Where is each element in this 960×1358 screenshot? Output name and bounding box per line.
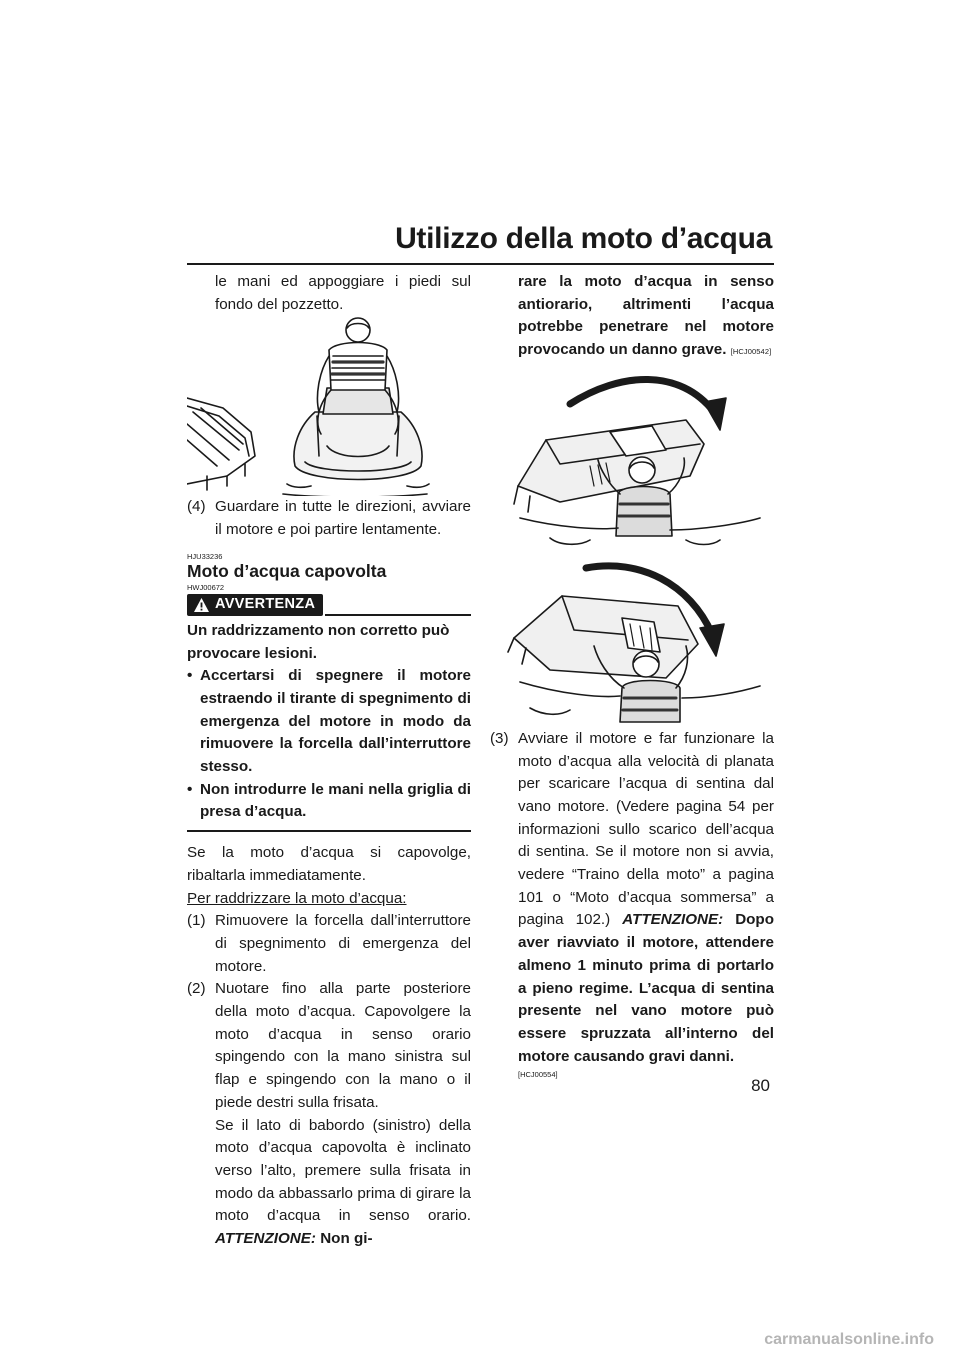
step-4-number: (4) [187,498,206,516]
warning-triangle-icon [193,597,210,613]
title-rule [187,263,774,265]
step-1-number: (1) [187,912,206,930]
step-3-code: [HCJ00554] [518,1070,558,1080]
step-3 [490,728,774,1081]
warning-label-text: AVVERTENZA [215,596,316,613]
step-3-attention: Dopo aver riavviato il motore, attendere almeno 1 minuto prima di portarlo a pieno regime. L’acqua di sentina presente nel vano motore può essere spruzzata all’interno del motore causando gravi danni. [518,911,774,1065]
left-column [187,271,471,1251]
step-2-number: (2) [187,980,206,998]
righting-illustration-bottom [490,548,774,728]
step-2-attention-label: ATTENZIONE: [215,1230,316,1248]
step-2-attention-start: Non gi- [320,1230,373,1248]
attention-continuation: rare la moto d’acqua in senso antiorario, altrimenti l’acqua potrebbe penetrare nel motore provocando un danno grave. [518,273,774,359]
warning-bottom-rule [187,830,471,832]
step-2-text: Nuotare fino alla parte posteriore della moto d’acqua. Capovolgere la moto d’acqua in senso orario spingendo con la mano sinistra sul flap e spingendo con la mano o il piede destri sulla frisata. [215,980,471,1111]
rider-seated-illustration [187,316,471,496]
page-number: 80 [751,1076,770,1095]
righting-illustration-top [490,368,774,548]
attention-code: [HCJ00542] [730,347,772,357]
procedure-heading: Per raddrizzare la moto d’acqua: [187,889,407,907]
step-4 [187,496,471,541]
step-1-text: Rimuovere la forcella dall’interruttore di spegnimento di emergenza del motore. [215,912,471,975]
warning-code: HWJ00672 [187,582,225,592]
step-1 [187,910,471,978]
attention-continuation-block [490,271,774,364]
capsize-paragraph: Se la moto d’acqua si capovolge, ribaltarla immediatamente. [187,844,471,884]
warning-bullet-2: • Non introdurre le mani nella griglia di presa d’acqua. [187,779,471,824]
step-2-text-b: Se il lato di babordo (sinistro) della moto d’acqua capovolta è inclinato verso l’alto, premere sulla frisata in modo da abbassarlo prima di girare la moto d’acqua in senso orario. [215,1116,471,1225]
warning-bullet-1: • Accertarsi di spegnere il motore estraendo il tirante di spegnimento di emergenza del motore in modo da rimuovere la forcella dall’interruttore stesso. [187,665,471,779]
step-3-number: (3) [490,729,509,747]
warning-box [187,594,471,832]
warning-top-rule [325,614,471,616]
step-2-continuation [187,1115,471,1251]
step-2 [187,978,471,1114]
intro-continuation: le mani ed appoggiare i piedi sul fondo del pozzetto. [215,273,471,313]
warning-body [187,616,471,830]
step-4-text: Guardare in tutte le direzioni, avviare il motore e poi partire lentamente. [215,498,471,539]
step-3-attention-label: ATTENZIONE: [622,911,724,929]
step-3-text: Avviare il motore e far funzionare la moto d’acqua alla velocità di planata per scaricare l’acqua di sentina dal vano motore. (Vedere pagina 54 per informazioni sullo scarico dell’acqua di sentina. Se il motore non si avvia, vedere “Traino della moto” a pagina 101 o “Moto d’acqua sommersa” a pagina 102.) [518,729,774,929]
page-title: Utilizzo della moto d’acqua [395,222,772,255]
warning-lead: Un raddrizzamento non corretto può provocare lesioni. [187,621,450,662]
section-title: Moto d’acqua capovolta [187,560,387,581]
watermark[interactable]: carmanualsonline.info [764,1331,934,1348]
section-code: HJU33236 [187,551,223,561]
warning-label [187,594,323,616]
right-column [490,271,774,1080]
warning-header [187,594,471,616]
